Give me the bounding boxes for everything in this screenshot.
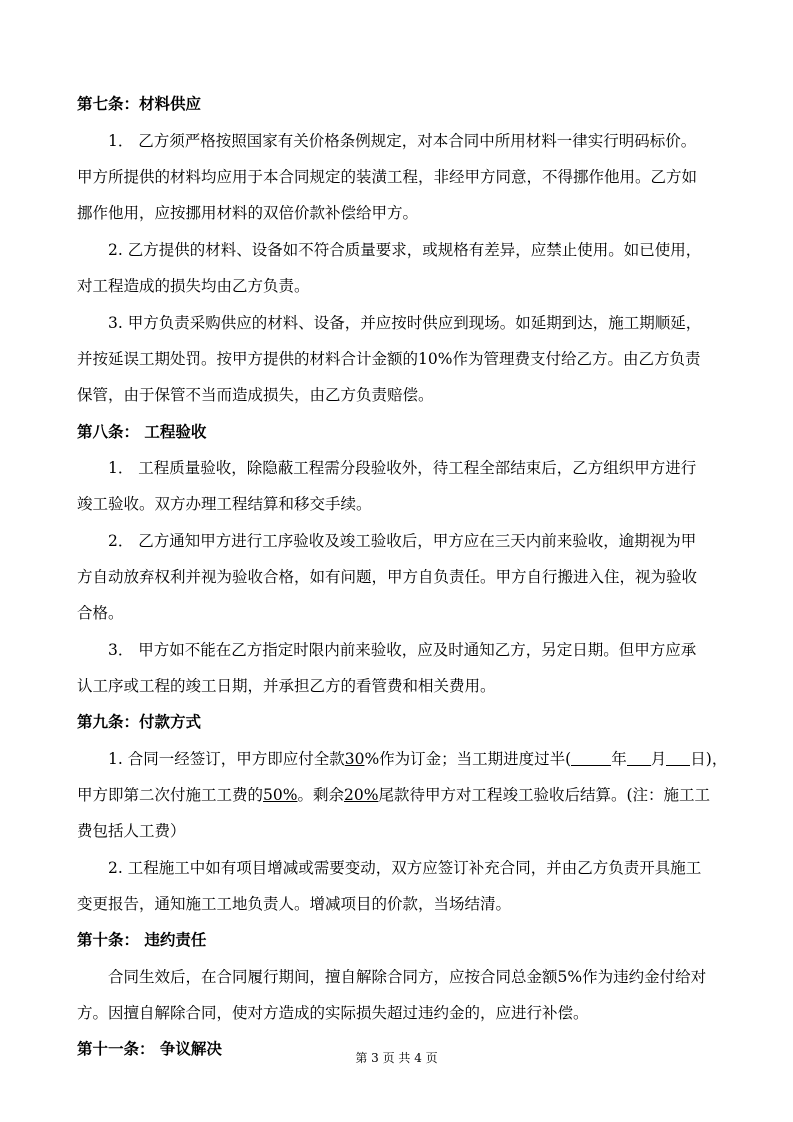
paragraph-line: 费包括人工费）	[77, 822, 186, 840]
paragraph-line: 并按延误工期处罚。按甲方提供的材料合计金额的10%作为管理费支付给乙方。由乙方负责	[77, 350, 701, 368]
payment-text: 尾款待甲方对工程竣工验收后结算。(注：施工工	[378, 786, 710, 804]
paragraph-line: 1． 工程质量验收，除隐蔽工程需分段验收外，待工程全部结束后，乙方组织甲方进行	[108, 459, 697, 477]
section-heading: 第八条： 工程验收	[77, 423, 207, 441]
month-blank	[627, 749, 651, 766]
section-heading: 第十一条： 争议解决	[77, 1040, 222, 1058]
year-label: 年	[611, 750, 627, 768]
paragraph-line: 保管，由于保管不当而造成损失，由乙方负责赔偿。	[77, 386, 434, 404]
paragraph-line: 变更报告，通知施工工地负责人。增减项目的价款，当场结清。	[77, 895, 512, 913]
page-footer: 第 3 页 共 4 页	[355, 1051, 438, 1065]
paragraph-line: 3． 甲方如不能在乙方指定时限内前来验收，应及时通知乙方，另定日期。但甲方应承	[108, 641, 697, 659]
payment-text: 甲方即第二次付施工工费的	[77, 786, 264, 804]
paragraph-line: 对工程造成的损失均由乙方负责。	[77, 277, 310, 295]
payment-text: 。剩余	[297, 786, 344, 804]
day-label: 日)，	[690, 750, 728, 768]
paragraph-line: 挪作他用，应按挪用材料的双倍价款补偿给甲方。	[77, 204, 419, 222]
day-blank	[666, 749, 690, 766]
paragraph-line: 2. 乙方提供的材料、设备如不符合质量要求，或规格有差异，应禁止使用。如已使用，	[108, 241, 702, 259]
paragraph-line: 甲方所提供的材料均应用于本合同规定的装潢工程，非经甲方同意，不得挪作他用。乙方如	[77, 168, 698, 186]
paragraph-line: 1． 乙方须严格按照国家有关价格条例规定，对本合同中所用材料一律实行明码标价。	[108, 132, 697, 150]
paragraph-line: 2． 乙方通知甲方进行工序验收及竣工验收后，甲方应在三天内前来验收，逾期视为甲	[108, 532, 697, 550]
paragraph-line: 3. 甲方负责采购供应的材料、设备，并应按时供应到现场。如延期到达，施工期顺延，	[108, 314, 702, 332]
paragraph-line: 方自动放弃权利并视为验收合格，如有问题，甲方自负责任。甲方自行搬进入住，视为验收	[77, 568, 698, 586]
section-heading: 第九条：付款方式	[77, 713, 202, 731]
paragraph-line: 竣工验收。双方办理工程结算和移交手续。	[77, 495, 372, 513]
payment-line-1	[77, 747, 727, 771]
section-heading: 第七条：材料供应	[77, 95, 202, 113]
paragraph-line: 合同生效后，在合同履行期间，擅自解除合同方，应按合同总金额5%作为违约金付给对	[108, 968, 707, 986]
second-payment-percent: 50%	[263, 786, 298, 804]
paragraph-line: 合格。	[77, 604, 124, 622]
payment-line-2	[77, 783, 710, 807]
section-heading: 第十条： 违约责任	[77, 931, 207, 949]
year-blank	[571, 749, 611, 766]
paragraph-line: 认工序或工程的竣工日期，并承担乙方的看管费和相关费用。	[77, 677, 496, 695]
payment-text: %作为订金；当工期进度过半(	[364, 750, 572, 768]
payment-text: 1. 合同一经签订，甲方即应付全款	[108, 750, 345, 768]
month-label: 月	[650, 750, 667, 768]
paragraph-line: 2. 工程施工中如有项目增减或需要变动，双方应签订补充合同，并由乙方负责开具施工	[108, 859, 702, 877]
deposit-percent: 30	[344, 750, 365, 768]
paragraph-line: 方。因擅自解除合同，使对方造成的实际损失超过违约金的，应进行补偿。	[77, 1004, 589, 1022]
final-payment-percent: 20%	[343, 786, 379, 804]
